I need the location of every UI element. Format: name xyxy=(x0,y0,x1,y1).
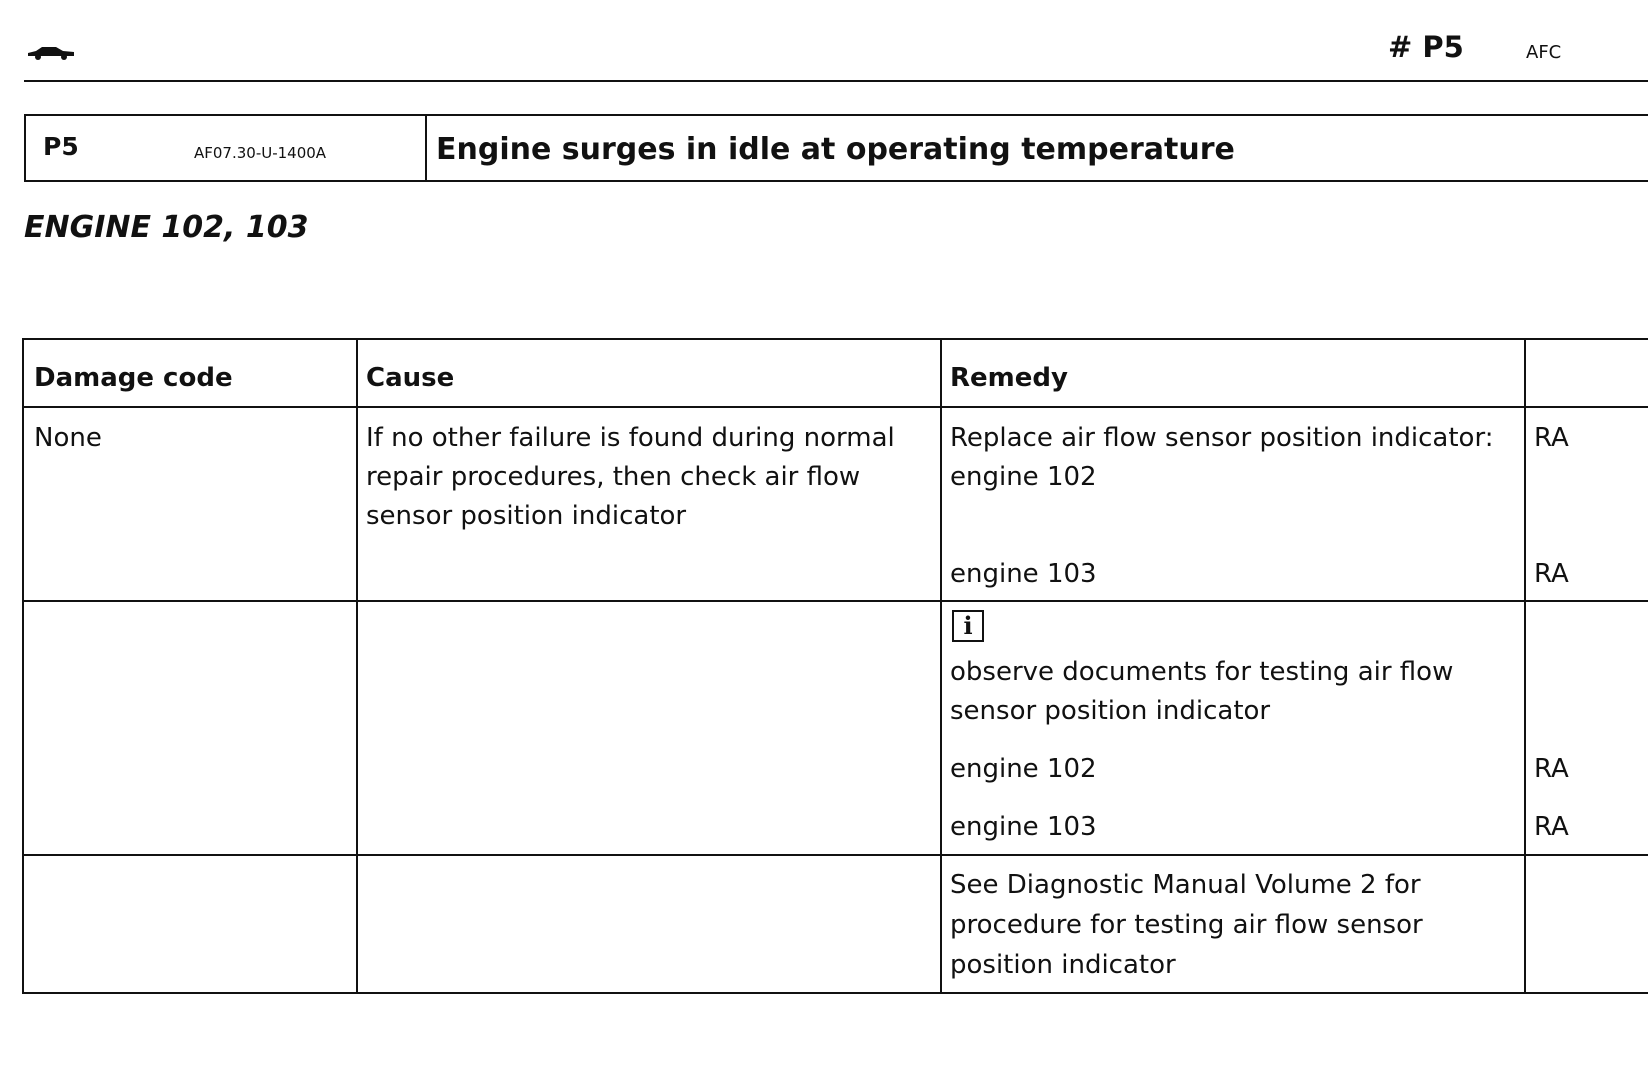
title-reference: AF07.30-U-1400A xyxy=(194,144,327,162)
remedy-line: engine 103 xyxy=(950,812,1097,842)
title-code: P5 xyxy=(43,132,79,161)
cause-line: sensor position indicator xyxy=(366,501,687,531)
page-code: # P5 xyxy=(1388,30,1464,64)
reference-code: RA xyxy=(1534,559,1569,589)
row-divider xyxy=(22,854,1648,856)
remedy-line: procedure for testing air flow sensor xyxy=(950,910,1423,940)
remedy-line: sensor position indicator xyxy=(950,696,1271,726)
remedy-line: engine 103 xyxy=(950,559,1097,589)
remedy-line: engine 102 xyxy=(950,462,1097,492)
table-border-left xyxy=(22,338,24,994)
column-header-cause: Cause xyxy=(366,363,455,393)
info-icon: i xyxy=(952,610,984,642)
remedy-line: observe documents for testing air flow xyxy=(950,657,1454,687)
column-divider xyxy=(940,338,942,994)
fault-table xyxy=(22,338,1648,994)
damage-code-cell: None xyxy=(34,423,102,453)
remedy-line: See Diagnostic Manual Volume 2 for xyxy=(950,870,1421,900)
table-border-top xyxy=(22,338,1648,340)
title-divider xyxy=(425,116,427,180)
header-row-divider xyxy=(22,406,1648,408)
column-header-damage-code: Damage code xyxy=(34,363,233,393)
column-divider xyxy=(356,338,358,994)
remedy-line: engine 102 xyxy=(950,754,1097,784)
reference-code: RA xyxy=(1534,812,1569,842)
header-rule xyxy=(24,80,1648,82)
reference-code: RA xyxy=(1534,423,1569,453)
page-reference: AFC xyxy=(1526,42,1562,63)
remedy-line: position indicator xyxy=(950,950,1176,980)
cause-line: If no other failure is found during normal xyxy=(366,423,895,453)
column-divider xyxy=(1524,338,1526,994)
cause-line: repair procedures, then check air flow xyxy=(366,462,861,492)
title-box xyxy=(24,114,1648,182)
engine-heading: ENGINE 102, 103 xyxy=(24,210,309,245)
reference-code: RA xyxy=(1534,754,1569,784)
page-title: Engine surges in idle at operating temperature xyxy=(436,132,1235,167)
column-header-remedy: Remedy xyxy=(950,363,1068,393)
remedy-line: Replace air flow sensor position indicator: xyxy=(950,423,1494,453)
table-border-bottom xyxy=(22,992,1648,994)
row-divider xyxy=(22,600,1648,602)
car-icon xyxy=(26,44,76,60)
